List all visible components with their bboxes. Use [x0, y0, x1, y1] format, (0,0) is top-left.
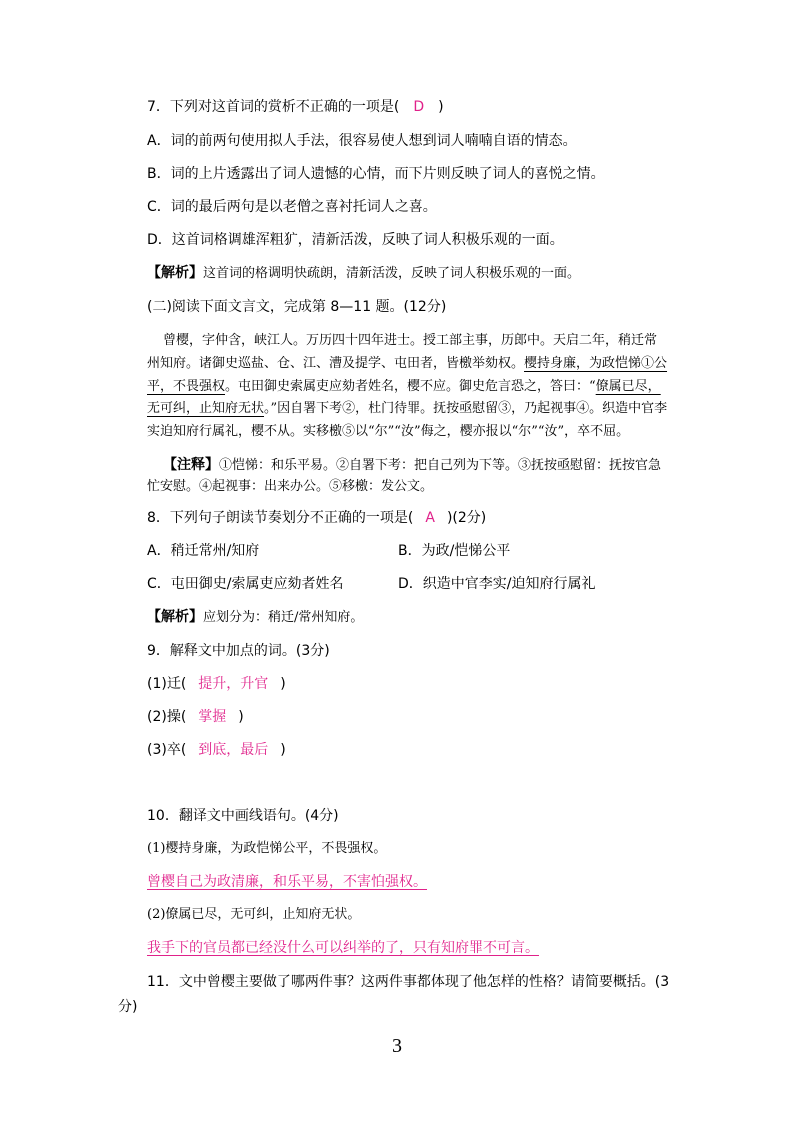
q8-analysis: 【解析】应划分为：稍迁/常州知府。	[147, 609, 364, 625]
q8-option-a: A．稍迁常州/知府	[147, 543, 260, 559]
q9-item-3: (3)卒( 到底，最后 )	[147, 742, 286, 758]
section2-title: (二)阅读下面文言文，完成第 8—11 题。(12分)	[147, 299, 447, 315]
q8-answer: A	[425, 510, 435, 526]
passage-line-4: 无可纠，止知府无状。”因自署下考②，杜门待罪。抚按亟慰留③，乃起视事④。织造中官李	[147, 401, 668, 416]
passage-line-1: 曾樱，字仲含，峡江人。万历四十四年进士。授工部主事，历郎中。天启二年，稍迁常	[163, 333, 658, 348]
q8-option-c: C．屯田御史/索属吏应劾者姓名	[147, 576, 344, 592]
q11-line-2: 分)	[118, 999, 138, 1015]
notes-line-1: 【注释】①恺悌：和乐平易。②自署下考：把自己列为下等。③抚按亟慰留：抚按官急	[163, 457, 662, 473]
q8-option-d: D．织造中官李实/迫知府行属礼	[398, 576, 596, 592]
passage-line-5: 实迫知府行属礼，樱不从。实移檄⑤以“尔”“汝”侮之，樱亦报以“尔”“汝”，卒不屈。	[147, 424, 630, 439]
q8-option-b: B．为政/恺悌公平	[398, 543, 511, 559]
q7-stem: 7．下列对这首词的赏析不正确的一项是( D )	[147, 99, 444, 115]
q10-answer-2: 我手下的官员都已经没什么可以纠举的了，只有知府罪不可言。	[147, 940, 539, 956]
page-number: 3	[392, 1035, 402, 1057]
underlined-sentence-1: 樱持身廉，为政恺悌①公	[524, 356, 668, 371]
q7-answer: D	[413, 99, 425, 115]
q10-sentence-2: (2)僚属已尽，无可纠，止知府无状。	[147, 907, 361, 922]
q10-sentence-1: (1)樱持身廉，为政恺悌公平，不畏强权。	[147, 841, 387, 856]
q10-stem: 10．翻译文中画线语句。(4分)	[147, 808, 339, 824]
q9-item-1: (1)迁( 提升，升官 )	[147, 676, 286, 692]
q10-answer-1: 曾樱自己为政清廉，和乐平易，不害怕强权。	[147, 874, 427, 890]
q7-option-d: D．这首词格调雄浑粗犷，清新活泼，反映了词人积极乐观的一面。	[147, 232, 564, 248]
q7-analysis: 【解析】这首词的格调明快疏朗，清新活泼，反映了词人积极乐观的一面。	[147, 265, 581, 281]
q7-option-c: C．词的最后两句是以老僧之喜衬托词人之喜。	[147, 199, 437, 215]
q7-option-a: A．词的前两句使用拟人手法，很容易使人想到词人喃喃自语的情态。	[147, 133, 577, 149]
passage-line-3: 平，不畏强权。屯田御史索属吏应劾者姓名，樱不应。御史危言恐之，答曰：“僚属已尽，	[147, 379, 661, 394]
notes-line-2: 忙安慰。④起视事：出来办公。⑤移檄：发公文。	[147, 479, 434, 494]
underlined-sentence-2: 僚属已尽，	[595, 379, 661, 394]
q9-item-2: (2)操( 掌握 )	[147, 709, 244, 725]
q9-stem: 9．解释文中加点的词。(3分)	[147, 643, 330, 659]
q7-option-b: B．词的上片透露出了词人遗憾的心情，而下片则反映了词人的喜悦之情。	[147, 166, 605, 182]
q11-line-1: 11．文中曾樱主要做了哪两件事？这两件事都体现了他怎样的性格？请简要概括。(3	[147, 974, 670, 990]
q8-stem: 8．下列句子朗读节奏划分不正确的一项是( A )(2分)	[147, 510, 487, 526]
passage-line-2: 州知府。诸御史巡盐、仓、江、漕及提学、屯田者，皆檄举劾权。樱持身廉，为政恺悌①公	[147, 356, 668, 371]
